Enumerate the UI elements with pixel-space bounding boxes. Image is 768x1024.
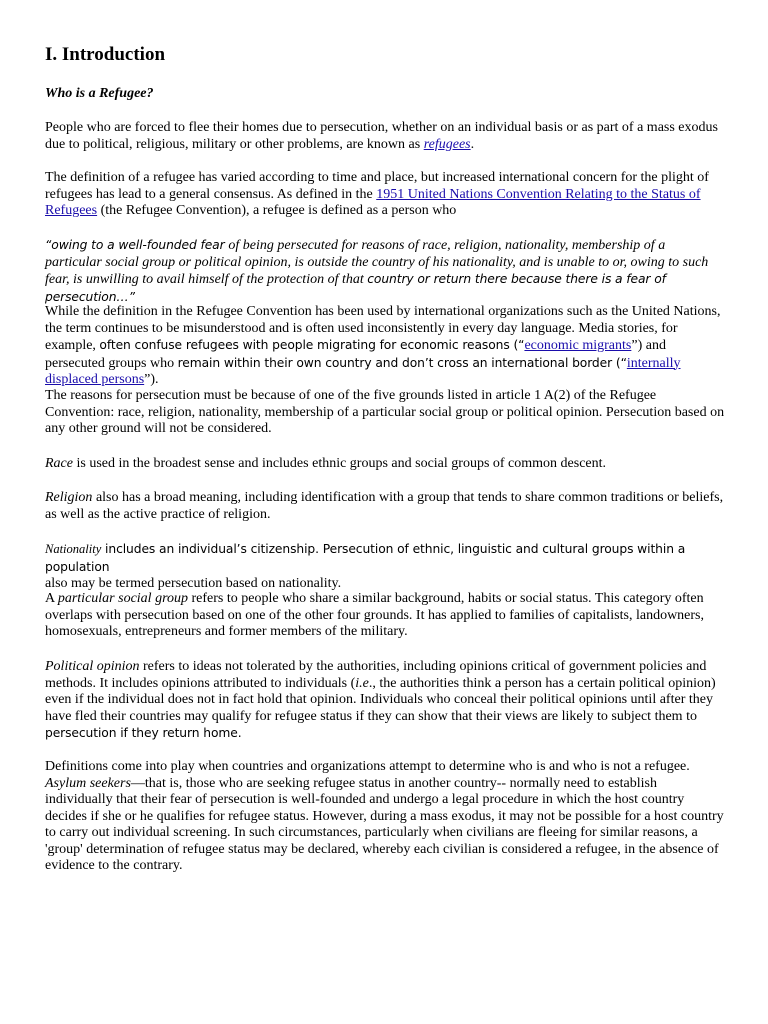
paragraph-religion: Religion also has a broad meaning, including identification with a group that tends to share common traditions or beliefs, as well as the active practice of religion. xyxy=(45,490,724,522)
paragraph-grounds: The reasons for persecution must be because of one of the five grounds listed in article 1 A(2) of the Refugee Convention: race, religion, nationality, membership of a particular social group or political opinion. Persecution based on any other ground will not be considered. xyxy=(45,388,725,436)
paragraph-nationality: Nationality includes an individual’s citizenship. Persecution of ethnic, linguistic and cultural groups within a population also may be termed persecution based on nationality. xyxy=(45,542,686,591)
term-social-group: particular social group xyxy=(57,591,188,606)
section-heading: I. Introduction xyxy=(45,44,166,65)
internally-displaced-persons-link[interactable]: internally displaced persons xyxy=(45,355,681,387)
paragraph-misunderstood: While the definition in the Refugee Convention has been used by international organizations such as the United Nations, the term continues to be misunderstood and is often used inconsistently in every day language. Media stories, for example, often confuse refugees with people migrating for economic reasons (“economic migrants”) and persecuted groups who remain within their own country and don’t cross an international border (“internally displaced persons”). xyxy=(45,304,721,387)
term-religion: Religion xyxy=(45,490,93,505)
convention-quote: “owing to a well-founded fear of being persecuted for reasons of race, religion, nationality, membership of a particular social group or political opinion, is outside the country of his nationality, and is unable to or, owing to such fear, is unwilling to avail himself of the protection of that country or return there because there is a fear of persecution…” xyxy=(45,238,709,304)
paragraph-social-group: A particular social group refers to people who share a similar background, habits or social status. This category often overlaps with persecution based on one of the other four grounds. It has applied to families of capitalists, landowners, homosexuals, entrepreneurs and former members of the military. xyxy=(45,591,704,639)
paragraph-intro: People who are forced to flee their homes due to persecution, whether on an individual basis or as part of a mass exodus due to political, religious, military or other problems, are known as refugees. xyxy=(45,120,718,152)
paragraph-political-opinion: Political opinion refers to ideas not tolerated by the authorities, including opinions critical of government policies and methods. It includes opinions attributed to individuals (i.e., the authorities think a person has a certain political opinion) even if the individual does not in fact hold that opinion. Individuals who conceal their political opinions until after they have fled their countries may qualify for refugee status if they can show that their views are likely to subject them to persecution if they return home. xyxy=(45,659,716,740)
paragraph-asylum-seekers: Definitions come into play when countries and organizations attempt to determine who is and who is not a refugee. Asylum seekers—that is, those who are seeking refugee status in another country-- normally need to establish individually that their fear of persecution is well-founded and undergo a legal procedure in which the host country decides if she or he qualifies for refugee status. However, during a mass exodus, it may not be possible for a host country to carry out individual screening. In such circumstances, particularly when civilians are fleeing for similar reasons, a 'group' determination of refugee status may be declared, whereby each civilian is considered a refugee, in the absence of evidence to the contrary. xyxy=(45,759,724,873)
term-political-opinion: Political opinion xyxy=(45,659,140,674)
paragraph-definition: The definition of a refugee has varied according to time and place, but increased international concern for the plight of refugees has lead to a general consensus. As defined in the 1951 United Nations Convention Relating to the Status of Refugees (the Refugee Convention), a refugee is defined as a person who xyxy=(45,170,709,218)
subheading: Who is a Refugee? xyxy=(45,86,154,101)
paragraph-race: Race is used in the broadest sense and includes ethnic groups and social groups of common descent. xyxy=(45,456,607,471)
term-asylum-seekers: Asylum seekers xyxy=(45,775,131,791)
term-nationality: Nationality xyxy=(45,542,102,556)
term-race: Race xyxy=(45,456,73,471)
refugees-link[interactable]: refugees xyxy=(423,136,471,152)
economic-migrants-link[interactable]: economic migrants xyxy=(524,338,632,353)
refugee-convention-link[interactable]: 1951 United Nations Convention Relating to the Status of Refugees xyxy=(45,186,701,218)
